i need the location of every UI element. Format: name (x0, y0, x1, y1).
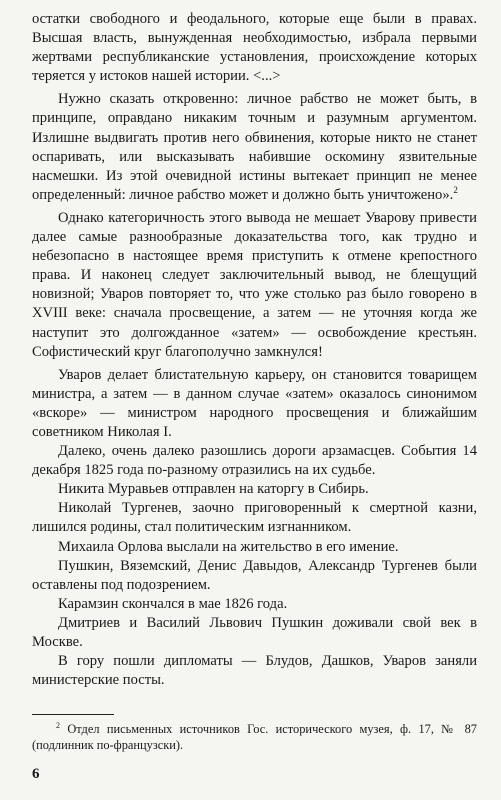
main-text (32, 10, 477, 690)
paragraph-6: Никита Муравьев отправлен на каторгу в Сибирь. (58, 481, 369, 498)
footnote-marker: 2 (56, 721, 60, 731)
paragraph-4: Уваров делает блистательную карьеру, он становится товарищем министра, а затем — в данном случае «затем» оказалось синонимом «вскоре» — министром народного просвещения и ближайшим советником Николая I. (32, 366, 477, 440)
paragraph-3: Однако категоричность этого вывода не мешает Уварову привести далее самые разнообразные доказательства того, как трудно и небезопасно в настоящее время приступить к отмене крепостного права. И наконец следует заключительный вывод, не блещущий новизной; Уваров повторяет то, что уже столько раз было говорено в XVIII веке: сначала просвещение, а затем — не уточняя когда же наступит это долгожданное «затем» — освобождение крестьян. Софистический круг благополучно замкнулся! (32, 209, 477, 360)
footnote-reference: 2 (453, 184, 458, 195)
paragraph-1: остатки свободного и феодального, которые еще были в правах. Высшая власть, вынужденная необходимостью, избрала первыми жертвами республиканские установления, происхождение которых теряется у истоков нашей истории. <...> (32, 11, 477, 85)
paragraph-7: Николай Тургенев, заочно приговоренный к смертной казни, лишился родины, стал политическим изгнанником. (32, 500, 477, 536)
footnote-divider (32, 714, 114, 715)
paragraph-2-text: Нужно сказать откровенно: личное рабство не может быть, в принципе, оправдано никаким точным и разумным аргументом. Излишне выдвигать против него обвинения, которые никто не станет оспаривать, или высказывать набившие оскомину язвительные насмешки. Из этой очевидной истины вытекает принцип не менее определенный: личное рабство может и должно быть уничтожено». (32, 91, 477, 203)
paragraph-11: Дмитриев и Василий Львович Пушкин доживали свой век в Москве. (32, 614, 477, 650)
paragraph-9: Пушкин, Вяземский, Денис Давыдов, Александр Тургенев были оставлены под подозрением. (32, 557, 477, 593)
paragraph-12: В гору пошли дипломаты — Блудов, Дашков, Уваров заняли министерские посты. (32, 653, 477, 689)
page-number: 6 (32, 766, 40, 782)
paragraph-5: Далеко, очень далеко разошлись дороги арзамасцев. События 14 декабря 1825 года по-разному отразились на их судьбе. (32, 443, 477, 479)
paragraph-8: Михаила Орлова выслали на жительство в его имение. (58, 538, 399, 555)
paragraph-10: Карамзин скончался в мае 1826 года. (58, 595, 288, 612)
footnote-text: Отдел письменных источников Гос. исторического музея, ф. 17, № 87 (подлинник по-французски). (32, 722, 477, 753)
footnote (32, 721, 477, 753)
paragraph-2 (32, 90, 477, 205)
